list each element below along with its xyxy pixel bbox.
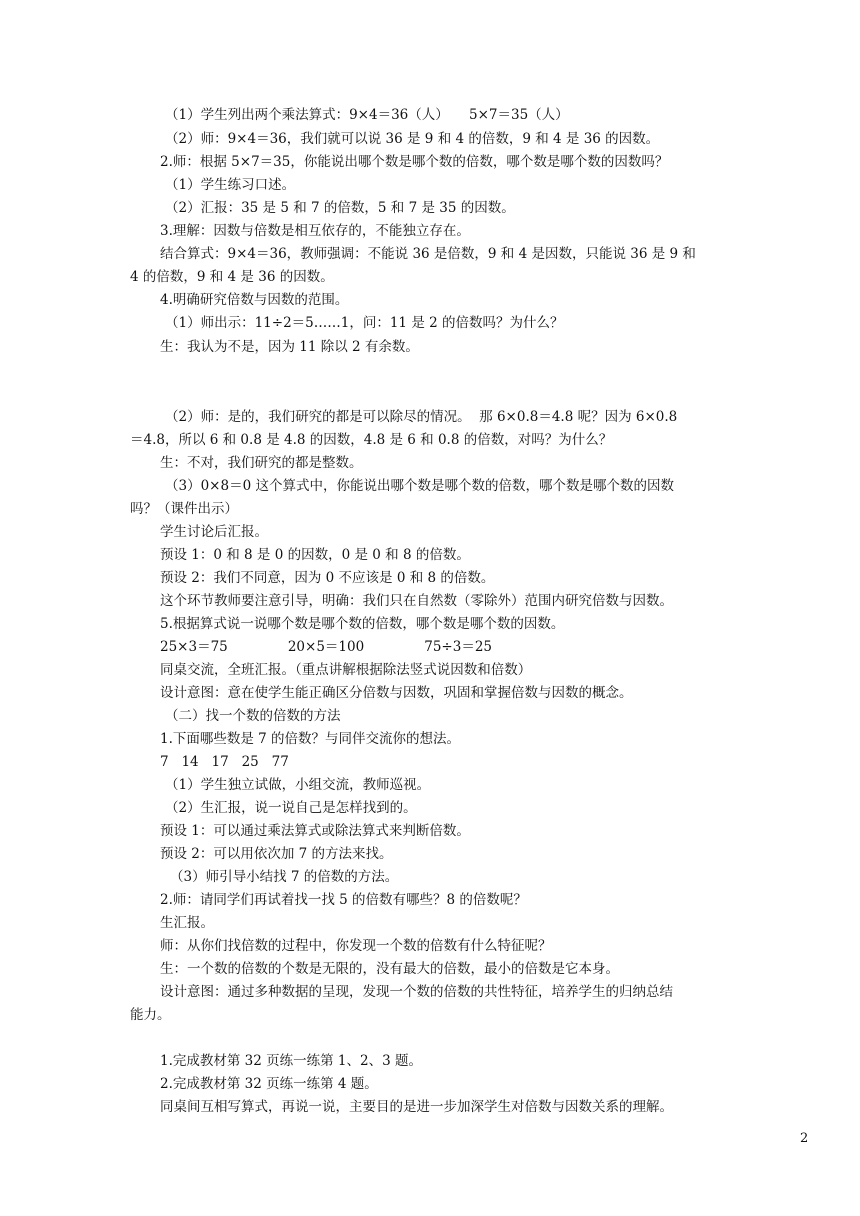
text-line: 1.完成教材第 32 页练一练第 1、2、3 题。 <box>160 1053 422 1069</box>
text-line: （2）师：9×4＝36，我们就可以说 36 是 9 和 4 的倍数，9 和 4 是 36 的因数。 <box>165 131 660 147</box>
text-line: 7 14 17 25 77 <box>160 754 289 770</box>
text-line: （1）学生练习口述。 <box>165 177 296 193</box>
text-line: （2）汇报：35 是 5 和 7 的倍数，5 和 7 是 35 的因数。 <box>165 200 515 216</box>
text-line: 生：不对，我们研究的都是整数。 <box>160 455 363 471</box>
text-line: 结合算式：9×4＝36，教师强调：不能说 36 是倍数，9 和 4 是因数，只能说 36 是 9 和 <box>160 246 696 262</box>
page-number: 2 <box>800 1131 809 1146</box>
text-line: 这个环节教师要注意引导，明确：我们只在自然数（零除外）范围内研究倍数与因数。 <box>160 593 673 609</box>
text-line: 生：我认为不是，因为 11 除以 2 有余数。 <box>160 339 419 355</box>
text-line: ＝4.8，所以 6 和 0.8 是 4.8 的因数，4.8 是 6 和 0.8 的倍数，对吗？为什么？ <box>130 432 613 448</box>
text-line: 1.下面哪些数是 7 的倍数？与同伴交流你的想法。 <box>160 731 461 747</box>
text-line: 3.理解：因数与倍数是相互依存的，不能独立存在。 <box>160 223 470 239</box>
text-line: 同桌交流，全班汇报。（重点讲解根据除法竖式说因数和倍数） <box>160 662 532 678</box>
text-line: 生：一个数的倍数的个数是无限的，没有最大的倍数，最小的倍数是它本身。 <box>160 961 619 977</box>
text-line: 4 的倍数，9 和 4 是 36 的因数。 <box>130 269 334 285</box>
text-line: 同桌间互相写算式，再说一说，主要目的是进一步加深学生对倍数与因数关系的理解。 <box>160 1099 673 1115</box>
text-line: 2.师：根据 5×7＝35，你能说出哪个数是哪个数的倍数，哪个数是哪个数的因数吗？ <box>160 154 669 170</box>
text-line: 预设 1：0 和 8 是 0 的因数，0 是 0 和 8 的倍数。 <box>160 547 470 563</box>
text-line: 2.师：请同学们再试着找一找 5 的倍数有哪些？8 的倍数呢？ <box>160 892 527 908</box>
text-line: （1）师出示：11÷2＝5……1，问：11 是 2 的倍数吗？为什么？ <box>165 315 564 331</box>
text-line: 2.完成教材第 32 页练一练第 4 题。 <box>160 1076 378 1092</box>
text-line: 师：从你们找倍数的过程中，你发现一个数的倍数有什么特征呢？ <box>160 938 552 954</box>
text-line: 5.根据算式说一说哪个数是哪个数的倍数，哪个数是哪个数的因数。 <box>160 616 565 632</box>
text-line: 预设 2：我们不同意，因为 0 不应该是 0 和 8 的倍数。 <box>160 570 495 586</box>
text-line: 设计意图：通过多种数据的呈现，发现一个数的倍数的共性特征，培养学生的归纳总结 <box>160 984 673 1000</box>
text-line: 25×3＝75 20×5＝100 75÷3＝25 <box>160 639 493 655</box>
text-line: （2）生汇报，说一说自己是怎样找到的。 <box>165 800 417 816</box>
text-line: （3）0×8＝0 这个算式中，你能说出哪个数是哪个数的倍数，哪个数是哪个数的因数 <box>165 478 674 494</box>
text-line: 设计意图：意在使学生能正确区分倍数与因数，巩固和掌握倍数与因数的概念。 <box>160 685 633 701</box>
text-line: 能力。 <box>130 1007 171 1023</box>
text-line: 4.明确研究倍数与因数的范围。 <box>160 292 349 308</box>
text-line: 生汇报。 <box>160 915 214 931</box>
text-line: （3）师引导小结找 7 的倍数的方法。 <box>170 869 399 885</box>
text-line: 预设 1：可以通过乘法算式或除法算式来判断倍数。 <box>160 823 470 839</box>
text-line: 学生讨论后汇报。 <box>160 524 268 540</box>
section-heading: （二）找一个数的倍数的方法 <box>165 708 341 724</box>
text-line: 吗？（课件出示） <box>130 501 238 517</box>
text-line: （1）学生列出两个乘法算式：9×4＝36（人） 5×7＝35（人） <box>165 107 569 123</box>
text-line: 预设 2：可以用依次加 7 的方法来找。 <box>160 846 393 862</box>
text-line: （2）师：是的，我们研究的都是可以除尽的情况。 那 6×0.8＝4.8 呢？因为 6×0.8 <box>165 409 678 425</box>
text-line: （1）学生独立试做，小组交流，教师巡视。 <box>165 777 431 793</box>
